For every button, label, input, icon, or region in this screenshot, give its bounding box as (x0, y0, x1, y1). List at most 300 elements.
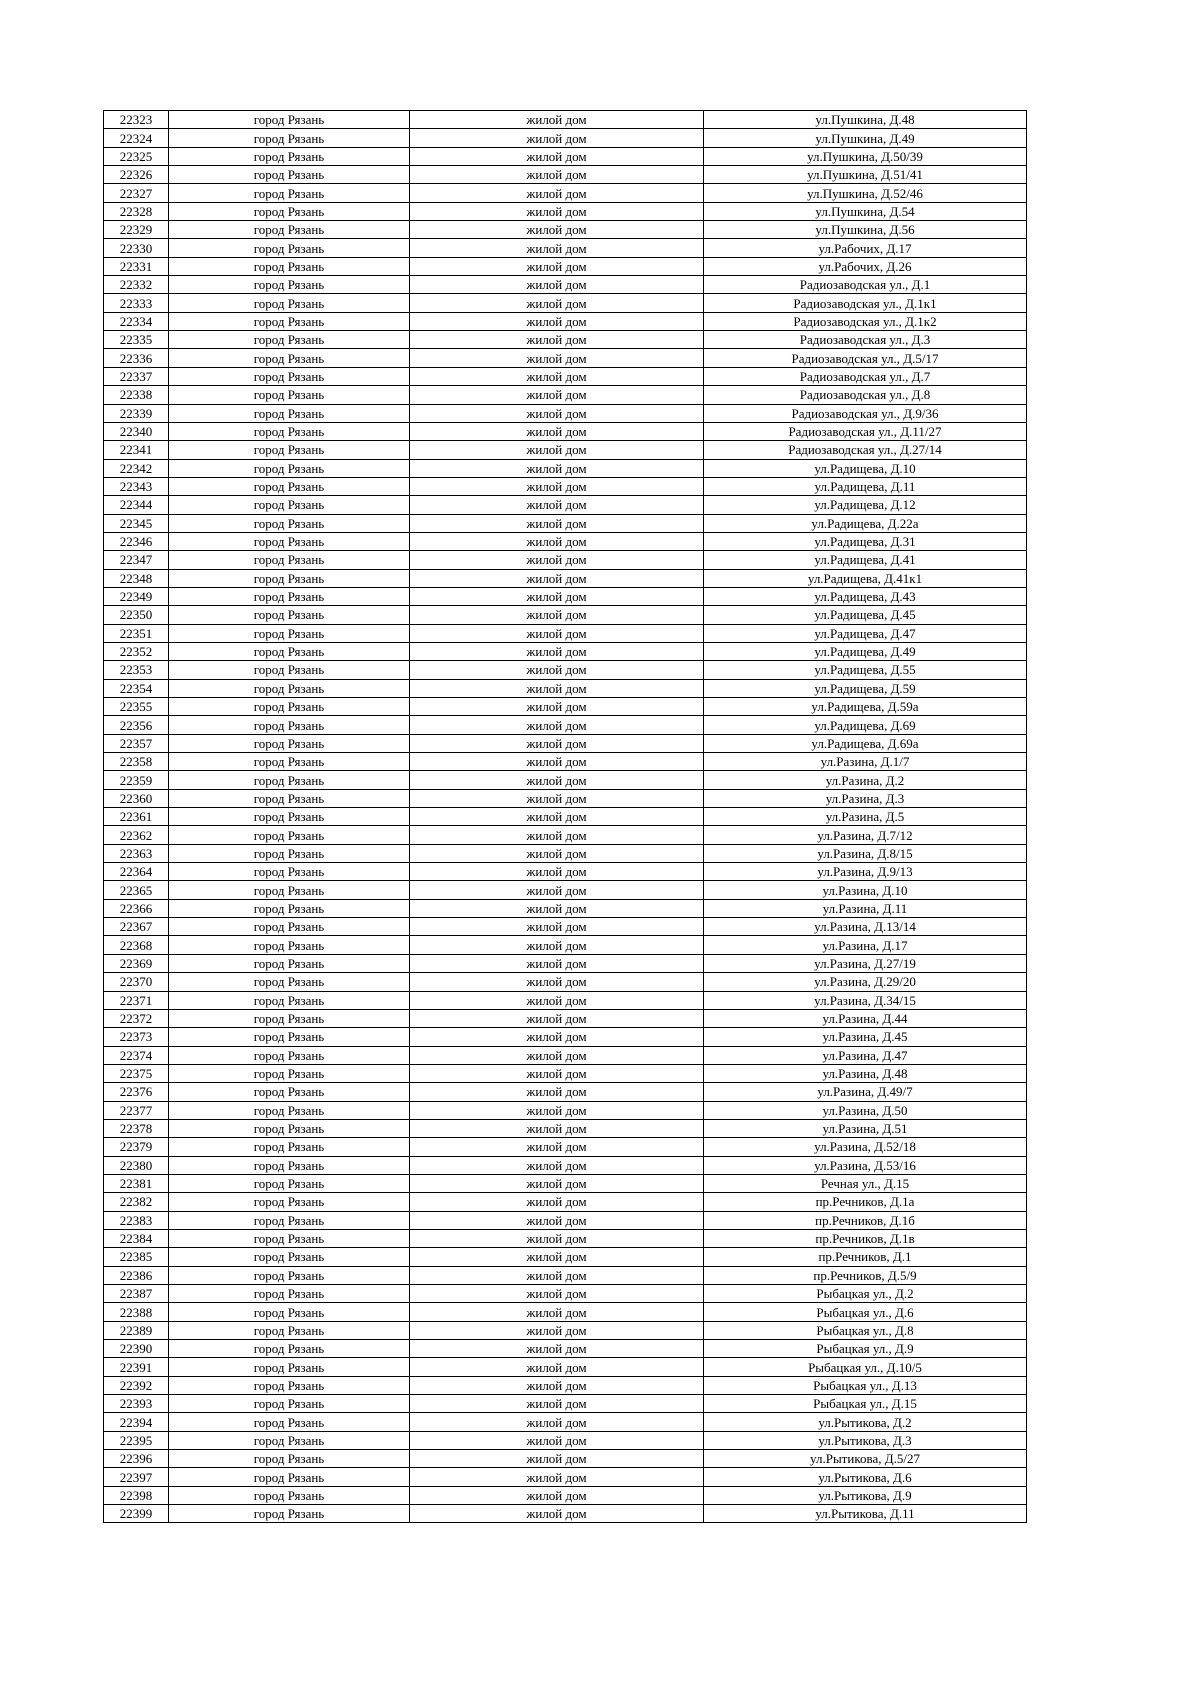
table-row (104, 606, 1027, 624)
object-type-cell: жилой дом (410, 367, 704, 385)
city-cell: город Рязань (169, 918, 410, 936)
address-cell: ул.Радищева, Д.22а (704, 514, 1027, 532)
city-cell: город Рязань (169, 514, 410, 532)
object-type-cell: жилой дом (410, 514, 704, 532)
row-number-cell: 22389 (104, 1321, 169, 1339)
address-cell: ул.Разина, Д.52/18 (704, 1138, 1027, 1156)
address-cell: ул.Рытикова, Д.2 (704, 1413, 1027, 1431)
address-cell: ул.Разина, Д.10 (704, 881, 1027, 899)
address-cell: ул.Рытикова, Д.5/27 (704, 1450, 1027, 1468)
row-number-cell: 22327 (104, 184, 169, 202)
table-row (104, 826, 1027, 844)
table-row (104, 587, 1027, 605)
address-cell: Рыбацкая ул., Д.6 (704, 1303, 1027, 1321)
address-cell: Радиозаводская ул., Д.7 (704, 367, 1027, 385)
object-type-cell: жилой дом (410, 624, 704, 642)
city-cell: город Рязань (169, 1193, 410, 1211)
city-cell: город Рязань (169, 698, 410, 716)
row-number-cell: 22374 (104, 1046, 169, 1064)
table-row (104, 569, 1027, 587)
row-number-cell: 22323 (104, 111, 169, 129)
object-type-cell: жилой дом (410, 1468, 704, 1486)
table-row (104, 624, 1027, 642)
city-cell: город Рязань (169, 1028, 410, 1046)
address-cell: Радиозаводская ул., Д.9/36 (704, 404, 1027, 422)
row-number-cell: 22379 (104, 1138, 169, 1156)
row-number-cell: 22380 (104, 1156, 169, 1174)
table-row (104, 1358, 1027, 1376)
address-cell: ул.Рытикова, Д.9 (704, 1486, 1027, 1504)
city-cell: город Рязань (169, 1303, 410, 1321)
table-row (104, 147, 1027, 165)
object-type-cell: жилой дом (410, 679, 704, 697)
address-cell: ул.Радищева, Д.59 (704, 679, 1027, 697)
row-number-cell: 22329 (104, 221, 169, 239)
object-type-cell: жилой дом (410, 441, 704, 459)
address-cell: ул.Радищева, Д.59а (704, 698, 1027, 716)
object-type-cell: жилой дом (410, 1285, 704, 1303)
city-cell: город Рязань (169, 1358, 410, 1376)
address-table (103, 110, 1027, 1523)
city-cell: город Рязань (169, 1156, 410, 1174)
object-type-cell: жилой дом (410, 844, 704, 862)
table-row (104, 1450, 1027, 1468)
city-cell: город Рязань (169, 386, 410, 404)
object-type-cell: жилой дом (410, 1340, 704, 1358)
table-row (104, 1119, 1027, 1137)
row-number-cell: 22393 (104, 1395, 169, 1413)
table-row (104, 459, 1027, 477)
object-type-cell: жилой дом (410, 973, 704, 991)
row-number-cell: 22332 (104, 276, 169, 294)
table-row (104, 257, 1027, 275)
table-row (104, 918, 1027, 936)
city-cell: город Рязань (169, 331, 410, 349)
row-number-cell: 22372 (104, 1009, 169, 1027)
address-cell: ул.Разина, Д.51 (704, 1119, 1027, 1137)
address-cell: Радиозаводская ул., Д.5/17 (704, 349, 1027, 367)
city-cell: город Рязань (169, 496, 410, 514)
address-cell: ул.Радищева, Д.49 (704, 642, 1027, 660)
city-cell: город Рязань (169, 1431, 410, 1449)
table-row (104, 808, 1027, 826)
city-cell: город Рязань (169, 129, 410, 147)
address-cell: ул.Пушкина, Д.50/39 (704, 147, 1027, 165)
address-cell: пр.Речников, Д.5/9 (704, 1266, 1027, 1284)
object-type-cell: жилой дом (410, 1083, 704, 1101)
address-cell: Радиозаводская ул., Д.1к2 (704, 312, 1027, 330)
table-row (104, 129, 1027, 147)
city-cell: город Рязань (169, 257, 410, 275)
table-row (104, 881, 1027, 899)
object-type-cell: жилой дом (410, 899, 704, 917)
table-row (104, 1028, 1027, 1046)
row-number-cell: 22382 (104, 1193, 169, 1211)
object-type-cell: жилой дом (410, 1376, 704, 1394)
table-row (104, 202, 1027, 220)
table-row (104, 753, 1027, 771)
row-number-cell: 22362 (104, 826, 169, 844)
object-type-cell: жилой дом (410, 276, 704, 294)
address-cell: ул.Разина, Д.11 (704, 899, 1027, 917)
row-number-cell: 22376 (104, 1083, 169, 1101)
row-number-cell: 22377 (104, 1101, 169, 1119)
city-cell: город Рязань (169, 551, 410, 569)
city-cell: город Рязань (169, 734, 410, 752)
row-number-cell: 22350 (104, 606, 169, 624)
address-cell: ул.Пушкина, Д.48 (704, 111, 1027, 129)
row-number-cell: 22368 (104, 936, 169, 954)
object-type-cell: жилой дом (410, 1138, 704, 1156)
table-row (104, 1064, 1027, 1082)
city-cell: город Рязань (169, 294, 410, 312)
row-number-cell: 22353 (104, 661, 169, 679)
city-cell: город Рязань (169, 679, 410, 697)
object-type-cell: жилой дом (410, 331, 704, 349)
row-number-cell: 22340 (104, 422, 169, 440)
object-type-cell: жилой дом (410, 1248, 704, 1266)
city-cell: город Рязань (169, 1009, 410, 1027)
object-type-cell: жилой дом (410, 312, 704, 330)
object-type-cell: жилой дом (410, 1358, 704, 1376)
table-row (104, 642, 1027, 660)
address-cell: пр.Речников, Д.1 (704, 1248, 1027, 1266)
table-row (104, 532, 1027, 550)
city-cell: город Рязань (169, 459, 410, 477)
city-cell: город Рязань (169, 1285, 410, 1303)
address-cell: ул.Пушкина, Д.56 (704, 221, 1027, 239)
city-cell: город Рязань (169, 532, 410, 550)
address-cell: ул.Разина, Д.53/16 (704, 1156, 1027, 1174)
city-cell: город Рязань (169, 844, 410, 862)
city-cell: город Рязань (169, 587, 410, 605)
row-number-cell: 22355 (104, 698, 169, 716)
table-row (104, 1486, 1027, 1504)
city-cell: город Рязань (169, 404, 410, 422)
table-row (104, 954, 1027, 972)
row-number-cell: 22351 (104, 624, 169, 642)
address-cell: ул.Радищева, Д.10 (704, 459, 1027, 477)
city-cell: город Рязань (169, 863, 410, 881)
row-number-cell: 22346 (104, 532, 169, 550)
city-cell: город Рязань (169, 1174, 410, 1192)
address-cell: ул.Рытикова, Д.6 (704, 1468, 1027, 1486)
table-row (104, 111, 1027, 129)
address-cell: ул.Разина, Д.17 (704, 936, 1027, 954)
city-cell: город Рязань (169, 661, 410, 679)
address-cell: ул.Радищева, Д.47 (704, 624, 1027, 642)
address-cell: Рыбацкая ул., Д.13 (704, 1376, 1027, 1394)
row-number-cell: 22326 (104, 166, 169, 184)
object-type-cell: жилой дом (410, 1028, 704, 1046)
object-type-cell: жилой дом (410, 587, 704, 605)
object-type-cell: жилой дом (410, 1193, 704, 1211)
table-row (104, 1303, 1027, 1321)
city-cell: город Рязань (169, 147, 410, 165)
object-type-cell: жилой дом (410, 863, 704, 881)
object-type-cell: жилой дом (410, 1046, 704, 1064)
object-type-cell: жилой дом (410, 918, 704, 936)
address-cell: пр.Речников, Д.1а (704, 1193, 1027, 1211)
table-row (104, 1248, 1027, 1266)
table-row (104, 991, 1027, 1009)
address-cell: ул.Радищева, Д.41к1 (704, 569, 1027, 587)
row-number-cell: 22356 (104, 716, 169, 734)
row-number-cell: 22388 (104, 1303, 169, 1321)
row-number-cell: 22344 (104, 496, 169, 514)
row-number-cell: 22366 (104, 899, 169, 917)
row-number-cell: 22359 (104, 771, 169, 789)
address-cell: ул.Разина, Д.29/20 (704, 973, 1027, 991)
table-row (104, 1101, 1027, 1119)
table-row (104, 899, 1027, 917)
row-number-cell: 22367 (104, 918, 169, 936)
city-cell: город Рязань (169, 1486, 410, 1504)
row-number-cell: 22361 (104, 808, 169, 826)
object-type-cell: жилой дом (410, 129, 704, 147)
table-row (104, 477, 1027, 495)
address-cell: Радиозаводская ул., Д.1 (704, 276, 1027, 294)
city-cell: город Рязань (169, 642, 410, 660)
address-cell: ул.Разина, Д.7/12 (704, 826, 1027, 844)
address-cell: ул.Разина, Д.3 (704, 789, 1027, 807)
object-type-cell: жилой дом (410, 771, 704, 789)
table-row (104, 1229, 1027, 1247)
city-cell: город Рязань (169, 1395, 410, 1413)
address-cell: ул.Радищева, Д.43 (704, 587, 1027, 605)
row-number-cell: 22339 (104, 404, 169, 422)
city-cell: город Рязань (169, 1064, 410, 1082)
table-row (104, 789, 1027, 807)
address-cell: ул.Радищева, Д.69 (704, 716, 1027, 734)
address-cell: пр.Речников, Д.1в (704, 1229, 1027, 1247)
row-number-cell: 22363 (104, 844, 169, 862)
object-type-cell: жилой дом (410, 991, 704, 1009)
object-type-cell: жилой дом (410, 294, 704, 312)
table-row (104, 1395, 1027, 1413)
address-cell: Радиозаводская ул., Д.11/27 (704, 422, 1027, 440)
city-cell: город Рязань (169, 624, 410, 642)
table-row (104, 1321, 1027, 1339)
object-type-cell: жилой дом (410, 1064, 704, 1082)
object-type-cell: жилой дом (410, 569, 704, 587)
row-number-cell: 22341 (104, 441, 169, 459)
address-cell: Рыбацкая ул., Д.2 (704, 1285, 1027, 1303)
row-number-cell: 22373 (104, 1028, 169, 1046)
row-number-cell: 22394 (104, 1413, 169, 1431)
table-row (104, 679, 1027, 697)
table-row (104, 184, 1027, 202)
object-type-cell: жилой дом (410, 1395, 704, 1413)
table-row (104, 422, 1027, 440)
city-cell: город Рязань (169, 202, 410, 220)
row-number-cell: 22385 (104, 1248, 169, 1266)
object-type-cell: жилой дом (410, 477, 704, 495)
row-number-cell: 22392 (104, 1376, 169, 1394)
table-row (104, 734, 1027, 752)
address-cell: ул.Разина, Д.44 (704, 1009, 1027, 1027)
table-row (104, 973, 1027, 991)
row-number-cell: 22335 (104, 331, 169, 349)
address-cell: ул.Разина, Д.27/19 (704, 954, 1027, 972)
object-type-cell: жилой дом (410, 459, 704, 477)
row-number-cell: 22347 (104, 551, 169, 569)
row-number-cell: 22387 (104, 1285, 169, 1303)
city-cell: город Рязань (169, 1450, 410, 1468)
row-number-cell: 22360 (104, 789, 169, 807)
city-cell: город Рязань (169, 789, 410, 807)
table-row (104, 1174, 1027, 1192)
object-type-cell: жилой дом (410, 1211, 704, 1229)
city-cell: город Рязань (169, 808, 410, 826)
city-cell: город Рязань (169, 1248, 410, 1266)
table-row (104, 386, 1027, 404)
object-type-cell: жилой дом (410, 1156, 704, 1174)
object-type-cell: жилой дом (410, 881, 704, 899)
table-row (104, 551, 1027, 569)
city-cell: город Рязань (169, 826, 410, 844)
row-number-cell: 22334 (104, 312, 169, 330)
city-cell: город Рязань (169, 1138, 410, 1156)
row-number-cell: 22333 (104, 294, 169, 312)
object-type-cell: жилой дом (410, 808, 704, 826)
object-type-cell: жилой дом (410, 221, 704, 239)
city-cell: город Рязань (169, 1046, 410, 1064)
table-row (104, 1156, 1027, 1174)
object-type-cell: жилой дом (410, 1174, 704, 1192)
object-type-cell: жилой дом (410, 1119, 704, 1137)
address-cell: Рыбацкая ул., Д.9 (704, 1340, 1027, 1358)
address-cell: ул.Разина, Д.50 (704, 1101, 1027, 1119)
city-cell: город Рязань (169, 606, 410, 624)
table-row (104, 1505, 1027, 1523)
object-type-cell: жилой дом (410, 789, 704, 807)
table-row (104, 844, 1027, 862)
row-number-cell: 22399 (104, 1505, 169, 1523)
row-number-cell: 22381 (104, 1174, 169, 1192)
city-cell: город Рязань (169, 239, 410, 257)
object-type-cell: жилой дом (410, 826, 704, 844)
row-number-cell: 22325 (104, 147, 169, 165)
row-number-cell: 22342 (104, 459, 169, 477)
address-cell: ул.Радищева, Д.41 (704, 551, 1027, 569)
row-number-cell: 22365 (104, 881, 169, 899)
table-row (104, 1468, 1027, 1486)
object-type-cell: жилой дом (410, 202, 704, 220)
row-number-cell: 22397 (104, 1468, 169, 1486)
address-table-body (104, 111, 1027, 1523)
city-cell: город Рязань (169, 1505, 410, 1523)
row-number-cell: 22354 (104, 679, 169, 697)
row-number-cell: 22357 (104, 734, 169, 752)
object-type-cell: жилой дом (410, 1486, 704, 1504)
city-cell: город Рязань (169, 477, 410, 495)
object-type-cell: жилой дом (410, 716, 704, 734)
object-type-cell: жилой дом (410, 606, 704, 624)
city-cell: город Рязань (169, 1101, 410, 1119)
table-row (104, 1376, 1027, 1394)
city-cell: город Рязань (169, 367, 410, 385)
row-number-cell: 22343 (104, 477, 169, 495)
address-cell: ул.Разина, Д.5 (704, 808, 1027, 826)
row-number-cell: 22324 (104, 129, 169, 147)
address-cell: ул.Пушкина, Д.52/46 (704, 184, 1027, 202)
row-number-cell: 22349 (104, 587, 169, 605)
city-cell: город Рязань (169, 936, 410, 954)
object-type-cell: жилой дом (410, 753, 704, 771)
address-cell: Рыбацкая ул., Д.10/5 (704, 1358, 1027, 1376)
city-cell: город Рязань (169, 422, 410, 440)
row-number-cell: 22331 (104, 257, 169, 275)
address-cell: ул.Пушкина, Д.49 (704, 129, 1027, 147)
city-cell: город Рязань (169, 166, 410, 184)
address-cell: Рыбацкая ул., Д.8 (704, 1321, 1027, 1339)
object-type-cell: жилой дом (410, 1321, 704, 1339)
object-type-cell: жилой дом (410, 184, 704, 202)
object-type-cell: жилой дом (410, 496, 704, 514)
object-type-cell: жилой дом (410, 1303, 704, 1321)
table-row (104, 1340, 1027, 1358)
row-number-cell: 22345 (104, 514, 169, 532)
object-type-cell: жилой дом (410, 1413, 704, 1431)
city-cell: город Рязань (169, 716, 410, 734)
row-number-cell: 22330 (104, 239, 169, 257)
address-cell: Радиозаводская ул., Д.8 (704, 386, 1027, 404)
row-number-cell: 22358 (104, 753, 169, 771)
table-row (104, 1193, 1027, 1211)
table-row (104, 1083, 1027, 1101)
table-row (104, 349, 1027, 367)
table-row (104, 294, 1027, 312)
address-cell: ул.Разина, Д.45 (704, 1028, 1027, 1046)
city-cell: город Рязань (169, 1340, 410, 1358)
table-row (104, 331, 1027, 349)
address-cell: ул.Радищева, Д.11 (704, 477, 1027, 495)
object-type-cell: жилой дом (410, 257, 704, 275)
table-row (104, 863, 1027, 881)
table-row (104, 404, 1027, 422)
address-cell: ул.Рабочих, Д.17 (704, 239, 1027, 257)
address-cell: ул.Рытикова, Д.3 (704, 1431, 1027, 1449)
object-type-cell: жилой дом (410, 698, 704, 716)
city-cell: город Рязань (169, 441, 410, 459)
table-row (104, 698, 1027, 716)
city-cell: город Рязань (169, 111, 410, 129)
city-cell: город Рязань (169, 1211, 410, 1229)
row-number-cell: 22398 (104, 1486, 169, 1504)
object-type-cell: жилой дом (410, 111, 704, 129)
table-row (104, 514, 1027, 532)
address-cell: ул.Разина, Д.13/14 (704, 918, 1027, 936)
address-cell: Рыбацкая ул., Д.15 (704, 1395, 1027, 1413)
table-row (104, 1431, 1027, 1449)
address-cell: ул.Пушкина, Д.54 (704, 202, 1027, 220)
address-cell: ул.Разина, Д.48 (704, 1064, 1027, 1082)
address-cell: ул.Пушкина, Д.51/41 (704, 166, 1027, 184)
table-row (104, 312, 1027, 330)
object-type-cell: жилой дом (410, 349, 704, 367)
address-cell: ул.Радищева, Д.12 (704, 496, 1027, 514)
city-cell: город Рязань (169, 1229, 410, 1247)
row-number-cell: 22348 (104, 569, 169, 587)
row-number-cell: 22390 (104, 1340, 169, 1358)
object-type-cell: жилой дом (410, 404, 704, 422)
row-number-cell: 22337 (104, 367, 169, 385)
object-type-cell: жилой дом (410, 1101, 704, 1119)
table-row (104, 1266, 1027, 1284)
object-type-cell: жилой дом (410, 1505, 704, 1523)
object-type-cell: жилой дом (410, 166, 704, 184)
